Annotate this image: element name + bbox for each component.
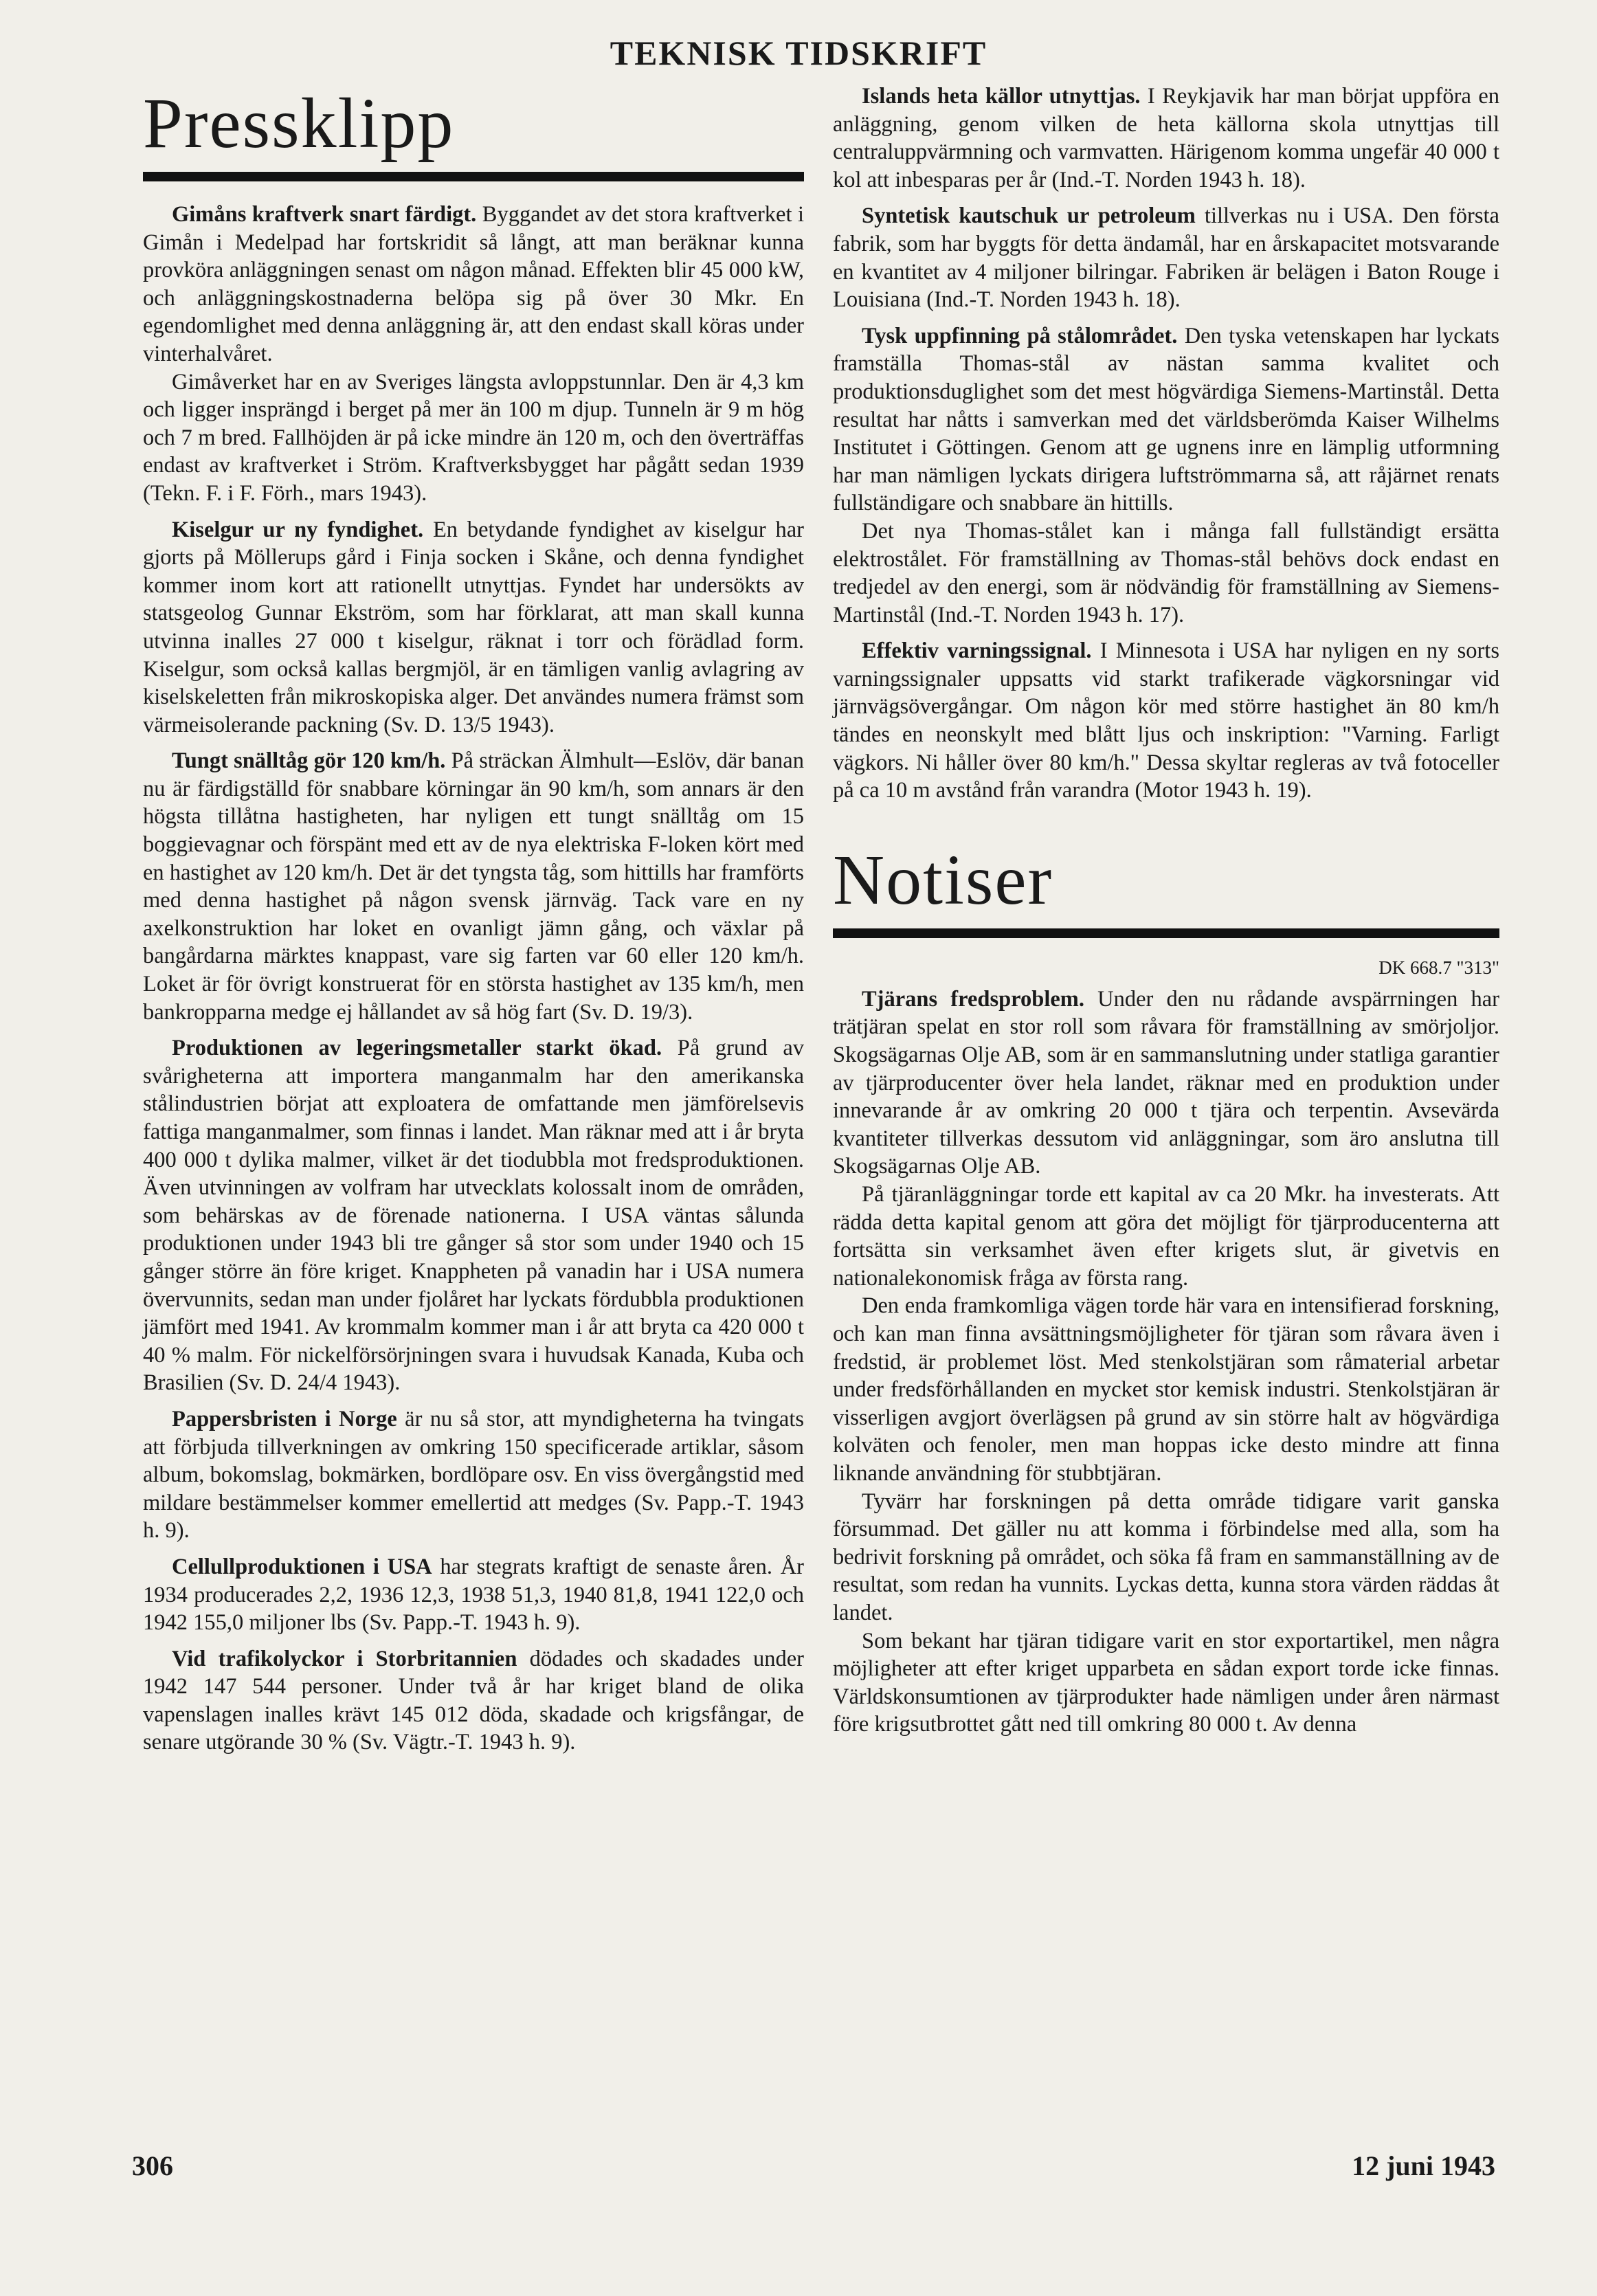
article-body: har stegrats kraftigt de senaste åren. År 1934 producerades 2,2, 1936 12,3, 1938 51,3, 1940 81,8, 1941 122,0 och 1942 155,0 miljoner lbs (Sv. Papp.-T. 1943 h. 9).	[143, 1554, 804, 1636]
article-body: I Reykjavik har man börjat uppföra en anläggning, genom vilken de heta källorna skola utnyttjas till centraluppvärmning och varmvatten. Härigenom komma ungefär 40 000 t kol att inbesparas per år (Ind.-T. Norden 1943 h. 18).	[833, 84, 1499, 192]
article-body: Under den nu rådande avspärrningen har trätjäran spelat en stor roll som råvara för framställning av smörjoljor. Skogsägarnas Olje AB, som är en sammanslutning under statliga garantier av tjärproducenter över hela landet, räknar med en produktion under innevarande år av omkring 20 000 t tjära och terpentin. Avsevärda kvantiteter tillverkas dessutom vid anläggningar, som äro anslutna till Skogsägarnas Olje AB.	[833, 986, 1499, 1179]
section-title-pressklipp: Pressklipp	[143, 84, 455, 163]
article-body: Byggandet av det stora kraftverket i Gimån i Medelpad har fortskridit så långt, att man beräknar kunna provköra anläggningen senast om någon månad. Effekten blir 45 000 kW, och anläggningskostnaderna belöpa sig på över 30 Mkr. En egendomlighet med denna anläggning är, att den endast skall köras under vinterhalvåret.	[143, 202, 804, 366]
page-number: 306	[132, 2150, 173, 2181]
article-headline: Tjärans fredsproblem.	[862, 986, 1084, 1012]
article-headline: Cellullproduktionen i USA	[172, 1554, 432, 1579]
article-body: På grund av svårigheterna att importera manganmalm har den amerikanska stålindustrien börjat att exploatera de omfattande men jämförelsevis fattiga manganmalmer, som finnas i landet. Man räknar med att i år bryta 400 000 t dylika malmer, vilket är det tiodubbla mot fredsproduktionen. Även utvinningen av volfram har utvecklats kolossalt inom de områden, som behärskas av de förenade nationerna. I USA väntas sålunda produktionen under 1943 bli tre gånger så stor som under 1940 och 15 gånger större än före kriget. Knappheten på vanadin har i USA numera övervunnits, sedan man under fjolåret har lyckats fördubbla produktionen jämfört med 1941. Av krommalm kommer man i år att bryta ca 420 000 t 40 % malm. För nickelförsörjningen svara i huvudsak Kanada, Kuba och Brasilien (Sv. D. 24/4 1943).	[143, 1036, 804, 1396]
article-continuation: Den enda framkomliga vägen torde här vara en intensifierad forskning, och kan man finna avsättningsmöjligheter för tjäran som råvara även i fredstid, är problemet löst. Med stenkolstjäran som råmaterial arbetar under fredsförhållanden en mycket stor kemisk industri. Stenkolstjäran är visserligen avgjort överlägsen på grund av sin större halt av högvärdiga kolväten och fenoler, men man hoppas icke desto mindre att finna liknande användning för stubbtjäran.	[833, 1293, 1499, 1486]
article-paragraph	[143, 1645, 804, 1757]
article-paragraph	[143, 1405, 804, 1545]
journal-title: TEKNISK TIDSKRIFT	[610, 34, 987, 72]
article-continuation: På tjäranläggningar torde ett kapital av ca 20 Mkr. ha investerats. Att rädda detta kapital genom att göra det möjligt för tjärproducenterna att fortsätta sin verksamhet även efter krigets slut, är givetvis en nationalekonomisk fråga av första rang.	[833, 1182, 1499, 1291]
article-paragraph	[833, 202, 1499, 313]
article-body: tillverkas nu i USA. Den första fabrik, som har byggts för detta ändamål, har en årskapacitet motsvarande en kvantitet av 4 miljoner bilringar. Fabriken är belägen i Baton Rouge i Louisiana (Ind.-T. Norden 1943 h. 18).	[833, 203, 1499, 313]
article-headline: Gimåns kraftverk snart färdigt.	[172, 202, 477, 227]
article-continuation: Som bekant har tjäran tidigare varit en stor exportartikel, men några möjligheter att efter kriget upparbeta en sådan export torde icke finnas. Världskonsumtionen av tjärprodukter hade nämligen under åren närmast före krigsutbrottet gått ned till omkring 80 000 t. Av denna	[833, 1628, 1499, 1737]
article-headline: Kiselgur ur ny fyndighet.	[172, 517, 424, 542]
article-paragraph	[143, 1553, 804, 1637]
article-continuation: Tyvärr har forskningen på detta område tidigare varit ganska försummad. Det gäller nu att komma i förbindelse med alla, som ha bedrivit forskning på området, och söka få fram en sammanställning av de resultat, som redan ha vunnits. Lyckas detta, kunna stora värden räddas åt landet.	[833, 1489, 1499, 1625]
article-headline: Pappersbristen i Norge	[172, 1406, 397, 1431]
article-headline: Tungt snälltåg gör 120 km/h.	[172, 748, 446, 774]
article-headline: Effektiv varningssignal.	[862, 638, 1092, 664]
left-column	[143, 82, 804, 1757]
section-rule	[833, 928, 1499, 938]
article-headline: Tysk uppfinning på stålområdet.	[862, 323, 1178, 348]
article-paragraph	[143, 1034, 804, 1397]
issue-date: 12 juni 1943	[1352, 2150, 1495, 2181]
article-body: dödades och skadades under 1942 147 544 personer. Under två år har kriget bland de olika vapenslagen inalles krävt 145 012 döda, skadade och krigsfångar, de senare utgörande 30 % (Sv. Vägtr.-T. 1943 h. 9).	[143, 1646, 804, 1755]
article-paragraph	[833, 322, 1499, 517]
article-body: Den tyska vetenskapen har lyckats framställa Thomas-stål av nästan samma kvalitet och produktionsduglighet som det mest högvärdiga Siemens-Martinstål. Detta resultat har nåtts i samverkan med det världsberömda Kaiser Wilhelms Institutet i Göttingen. Genom att ge ugnens inre en lämplig utformning har man nämligen lyckats dirigera luftströmmarna så, att råjärnet renats fullständigare och snabbare än hittills.	[833, 323, 1499, 516]
article-body: I Minnesota i USA har nyligen en ny sorts varningssignaler uppsatts vid starkt trafikerade vägkorsningar vid järnvägsövergångar. Om någon kör med större hastighet än 80 km/h tändes en neonskylt med blått ljus och inskription: "Varning. Farligt vägkors. Ni håller över 80 km/h." Dessa skyltar regleras av två fotoceller på ca 10 m avstånd från varandra (Motor 1943 h. 19).	[833, 638, 1499, 803]
article-paragraph	[143, 747, 804, 1026]
notiser-articles	[833, 985, 1499, 1739]
article-headline: Produktionen av legeringsmetaller starkt ökad.	[172, 1036, 662, 1061]
article-headline: Syntetisk kautschuk ur petroleum	[862, 203, 1196, 229]
article-paragraph	[143, 516, 804, 739]
article-body: är nu så stor, att myndigheterna ha tvingats att förbjuda tillverkningen av omkring 150 specificerade artiklar, såsom album, bokomslag, bokmärken, bordlöpare osv. En viss övergångstid med mildare bestämmelser kommer emellertid att medges (Sv. Papp.-T. 1943 h. 9).	[143, 1406, 805, 1543]
dk-classification-code: DK 668.7 "313"	[1378, 957, 1499, 978]
pressklipp-articles-continued	[833, 82, 1499, 805]
article-continuation: Det nya Thomas-stålet kan i många fall fullständigt ersätta elektrostålet. För framställning av Thomas-stål behövs dock endast en tredjedel av den energi, som är nödvändig för framställning av Siemens-Martinstål (Ind.-T. Norden 1943 h. 17).	[833, 518, 1499, 627]
section-title-notiser: Notiser	[833, 840, 1053, 919]
article-headline: Islands heta källor utnyttjas.	[862, 84, 1141, 109]
section-rule	[143, 172, 804, 181]
article-paragraph	[143, 201, 804, 368]
article-body: På sträckan Älmhult—Eslöv, där banan nu är färdigställd för snabbare körningar än 90 km/h, som annars är den högsta tillåtna hastigheten, har nyligen ett tungt snälltåg om 15 boggievagnar och förspänt med ett av de nya elektriska F-loken kört med en hastighet av 120 km/h. Det är det tyngsta tåg, som hittills har framförts med denna hastighet på någon svensk järnväg. Tack vare en ny axelkonstruktion har loket en ovanligt jämn gång, och växlar på bangårdarna märktes knappast, vare sig farten var 60 eller 120 km/h. Loket är för övrigt konstruerat för en största hastighet av 135 km/h, men bankropparna medge ej hållandet av så hög fart (Sv. D. 19/3).	[143, 748, 804, 1025]
article-body: En betydande fyndighet av kiselgur har gjorts på Möllerups gård i Finja socken i Skåne, och denna fyndighet kommer inom kort att rationellt utnyttjas. Fyndet har undersökts av statsgeolog Gunnar Ekström, som har förklarat, att man skall kunna utvinna inalles 27 000 t kiselgur, räknat i torr och förädlad form. Kiselgur, som också kallas bergmjöl, är en tämligen vanlig avlagring av kiselskeletten från mikroskopiska alger. Det användes numera främst som värmeisolerande packning (Sv. D. 13/5 1943).	[143, 517, 805, 737]
notiser-header	[833, 839, 1499, 938]
pressklipp-articles	[143, 201, 804, 1757]
article-continuation: Gimåverket har en av Sveriges längsta avloppstunnlar. Den är 4,3 km och ligger insprängd i berget på mer än 100 m djup. Tunneln är 9 m hög och 7 m bred. Fallhöjden är på icke mindre än 120 m, och den överträffas endast av kraftverket i Ström. Kraftverksbygget har pågått sedan 1939 (Tekn. F. i F. Förh., mars 1943).	[143, 369, 804, 506]
article-paragraph	[833, 637, 1499, 805]
right-column	[833, 82, 1499, 1739]
article-paragraph	[833, 985, 1499, 1181]
article-paragraph	[833, 82, 1499, 194]
article-headline: Vid trafikolyckor i Storbritannien	[172, 1646, 517, 1671]
